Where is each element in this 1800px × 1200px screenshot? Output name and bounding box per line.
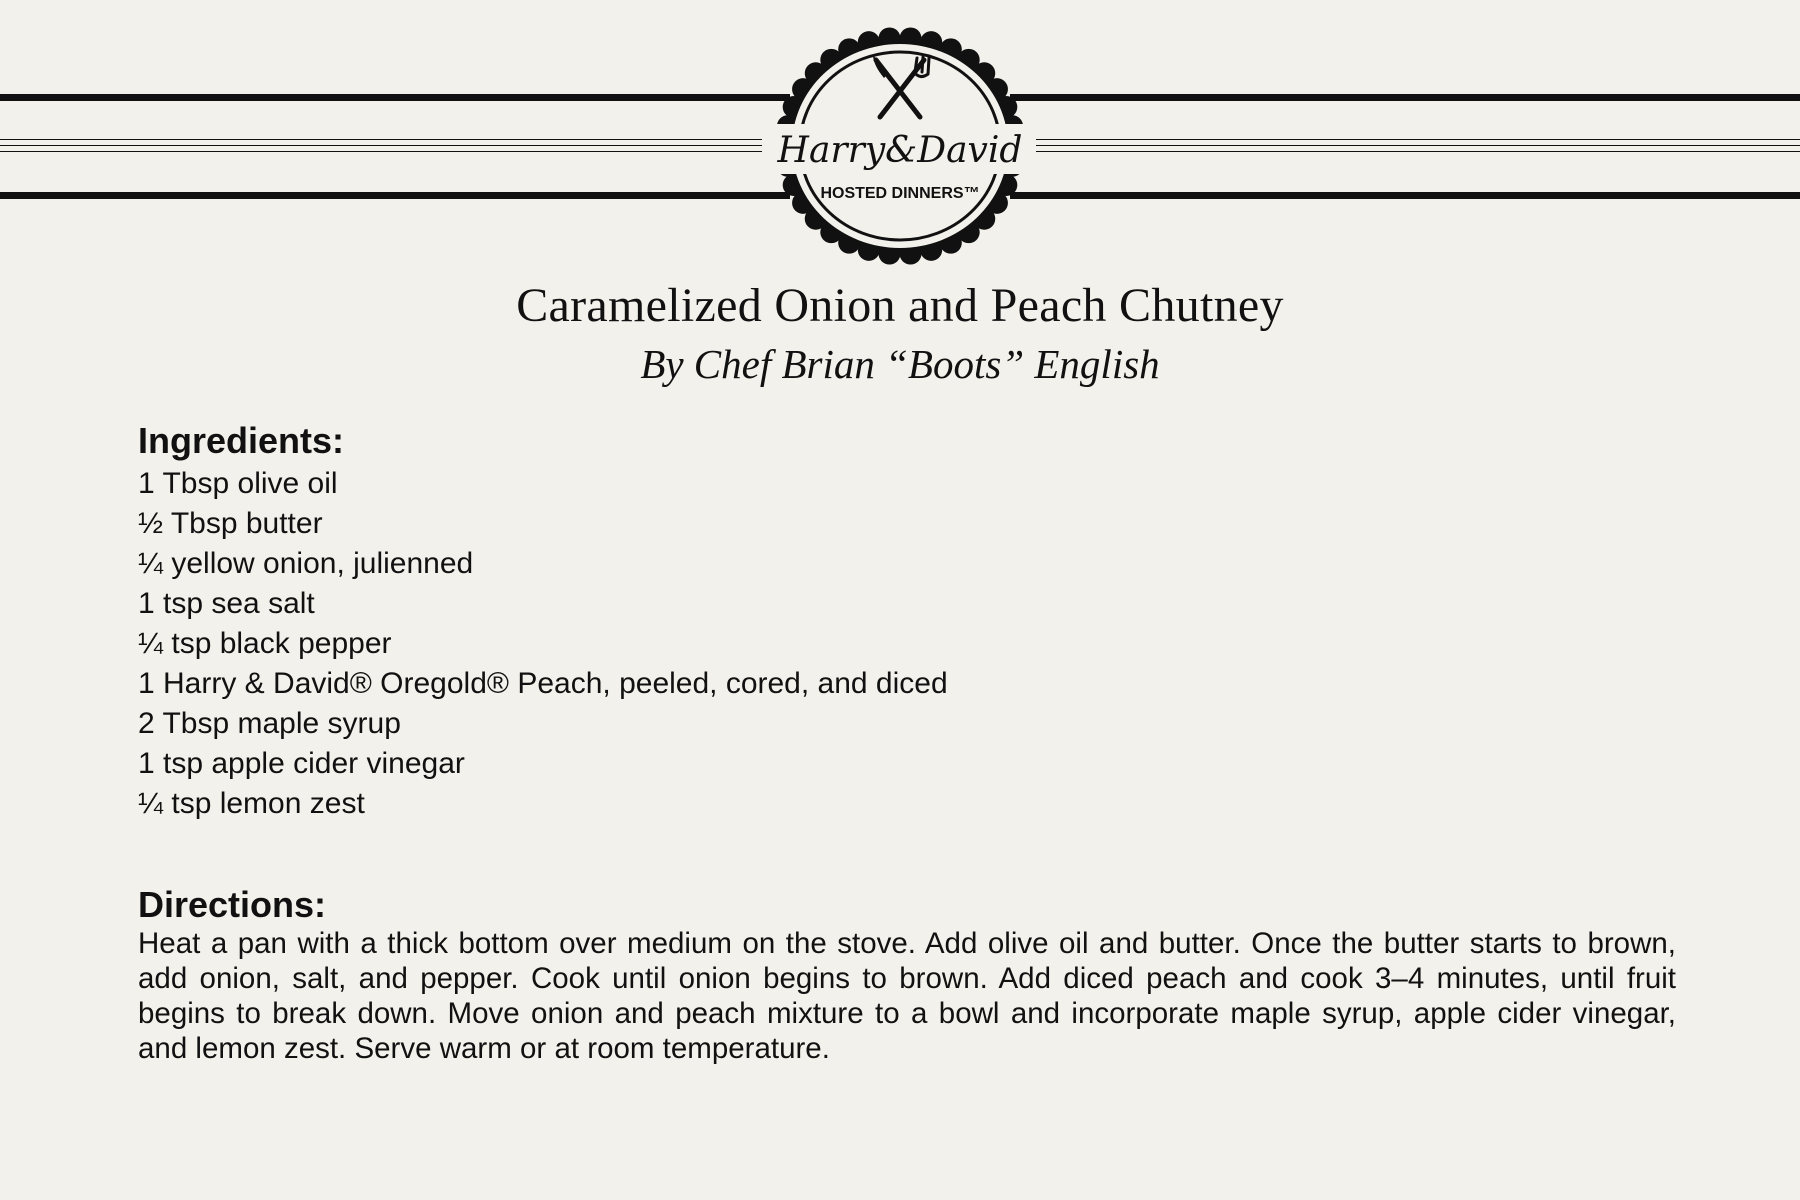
- thin-rule-right-2: [1036, 145, 1800, 146]
- brand-logo-badge: [770, 22, 1030, 270]
- thin-rule-left-1: [0, 139, 762, 140]
- brand-subtitle: HOSTED DINNERS™: [820, 185, 980, 202]
- bottom-thick-rule-left: [0, 192, 790, 199]
- ingredient-item: 1 tsp sea salt: [138, 587, 315, 620]
- directions-heading: Directions:: [138, 884, 327, 925]
- ingredient-item: 1 Tbsp olive oil: [138, 467, 338, 500]
- directions-text: Heat a pan with a thick bottom over medium on the stove. Add olive oil and butter. Once the butter starts to brown, add onion, salt, and pepper. Cook until onion begins to brown. Add diced peach and cook 3–4 minutes, until fruit begins to break down. Move onion and peach mixture to a bowl and incorporate maple syrup, apple cider vinegar, and lemon zest. Serve warm or at room temperature.: [138, 927, 1676, 1065]
- ingredient-item: ¼ yellow onion, julienned: [138, 547, 474, 580]
- recipe-author: By Chef Brian “Boots” English: [640, 341, 1160, 387]
- ingredients-list: [138, 464, 948, 824]
- thin-rule-right-3: [1036, 151, 1800, 152]
- thin-rule-left-3: [0, 151, 762, 152]
- ingredient-item: ¼ tsp lemon zest: [138, 787, 365, 820]
- ingredient-item: ¼ tsp black pepper: [138, 627, 392, 660]
- top-thick-rule-right: [1010, 94, 1800, 101]
- thin-rule-left-2: [0, 145, 762, 146]
- ingredient-item: ½ Tbsp butter: [138, 507, 323, 540]
- ingredient-item: 1 Harry & David® Oregold® Peach, peeled, cored, and diced: [138, 667, 948, 700]
- ingredients-heading: Ingredients:: [138, 420, 345, 461]
- bottom-thick-rule-right: [1010, 192, 1800, 199]
- recipe-title: Caramelized Onion and Peach Chutney: [516, 279, 1284, 332]
- brand-wordmark: Harry&David: [777, 130, 1023, 171]
- thin-rule-right-1: [1036, 139, 1800, 140]
- top-thick-rule-left: [0, 94, 790, 101]
- ingredient-item: 2 Tbsp maple syrup: [138, 707, 401, 740]
- ingredient-item: 1 tsp apple cider vinegar: [138, 747, 465, 780]
